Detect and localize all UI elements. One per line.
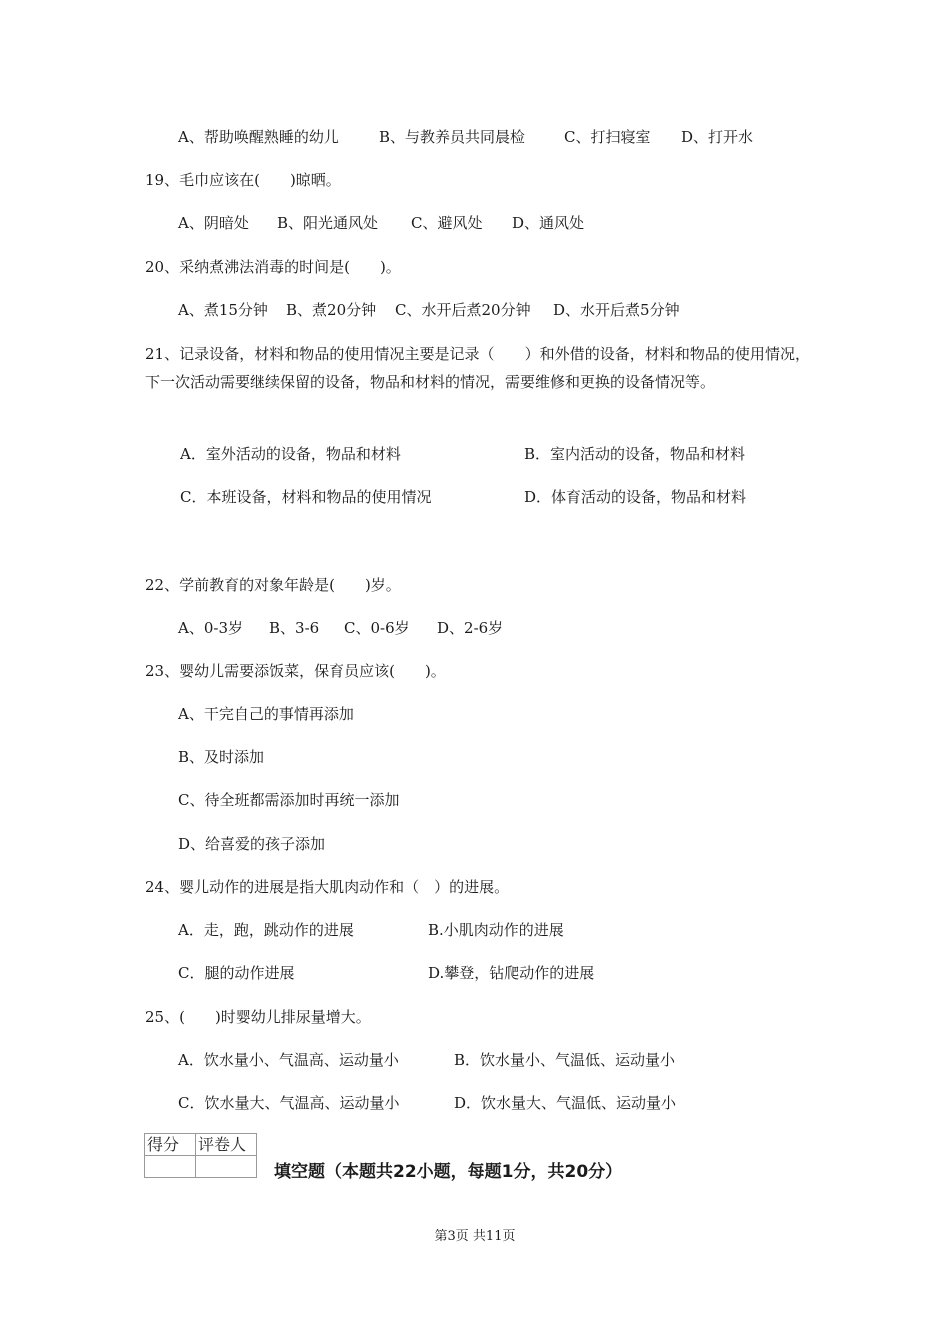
q20-options <box>178 300 680 320</box>
q20-option-a: A、煮15分钟 <box>178 301 268 319</box>
reviewer-label: 评卷人 <box>196 1134 257 1156</box>
q25-option-a: A．饮水量小、气温高、运动量小 <box>178 1051 399 1069</box>
q25-option-c: C．饮水量大、气温高、运动量小 <box>178 1094 400 1112</box>
q22-option-c: C、0-6岁 <box>344 619 410 637</box>
q23-option-b: B、及时添加 <box>178 748 265 766</box>
q20-question: 20、采纳煮沸法消毒的时间是( )。 <box>145 258 401 276</box>
q18-option-d: D、打开水 <box>681 128 754 146</box>
q18-options <box>178 127 753 147</box>
q21-option-a: A．室外活动的设备，物品和材料 <box>180 445 401 463</box>
q20-option-c: C、水开后煮20分钟 <box>395 301 531 319</box>
q22-options <box>178 618 503 638</box>
reviewer-cell <box>196 1156 257 1178</box>
q21-question: 21、记录设备，材料和物品的使用情况主要是记录（ ）和外借的设备，材料和物品的使用情况，下一次活动需要继续保留的设备，物品和材料的情况，需要维修和更换的设备情况等。 <box>145 345 810 391</box>
q21-option-b: B．室内活动的设备，物品和材料 <box>524 445 746 463</box>
q22-option-d: D、2-6岁 <box>437 619 504 637</box>
page-number: 第3页 共11页 <box>434 1229 516 1244</box>
score-label: 得分 <box>145 1134 196 1156</box>
q25-option-d: D．饮水量大、气温低、运动量小 <box>454 1094 677 1112</box>
q19-question: 19、毛巾应该在( )晾晒。 <box>145 171 341 189</box>
q20-option-d: D、水开后煮5分钟 <box>553 301 680 319</box>
score-box <box>144 1133 257 1178</box>
q18-option-c: C、打扫寝室 <box>564 128 651 146</box>
q19-option-d: D、通风处 <box>512 214 585 232</box>
q22-question: 22、学前教育的对象年龄是( )岁。 <box>145 576 401 594</box>
q25-question: 25、( )时婴幼儿排尿量增大。 <box>145 1008 371 1026</box>
q19-option-b: B、阳光通风处 <box>277 214 379 232</box>
q24-option-a: A．走，跑，跳动作的进展 <box>178 921 354 939</box>
q25-option-b: B．饮水量小、气温低、运动量小 <box>454 1051 676 1069</box>
q21-option-d: D．体育活动的设备，物品和材料 <box>524 488 747 506</box>
q23-question: 23、婴幼儿需要添饭菜，保育员应该( )。 <box>145 662 446 680</box>
q18-option-b: B、与教养员共同晨检 <box>379 128 526 146</box>
q23-option-a: A、干完自己的事情再添加 <box>178 705 354 723</box>
q24-question: 24、婴儿动作的进展是指大肌肉动作和（ ）的进展。 <box>145 878 510 896</box>
q21-option-c: C．本班设备，材料和物品的使用情况 <box>180 488 432 506</box>
q24-option-d: D.攀登，钻爬动作的进展 <box>428 964 595 982</box>
q24-option-c: C．腿的动作进展 <box>178 964 295 982</box>
q23-option-d: D、给喜爱的孩子添加 <box>178 835 326 853</box>
score-cell <box>145 1156 196 1178</box>
q22-option-a: A、0-3岁 <box>178 619 243 637</box>
q18-option-a: A、帮助唤醒熟睡的幼儿 <box>178 128 339 146</box>
q19-option-a: A、阴暗处 <box>178 214 249 232</box>
q23-option-c: C、待全班都需添加时再统一添加 <box>178 791 400 809</box>
q24-option-b: B.小肌肉动作的进展 <box>428 921 564 939</box>
q19-option-c: C、避风处 <box>411 214 483 232</box>
q19-options <box>178 213 584 233</box>
q20-option-b: B、煮20分钟 <box>286 301 377 319</box>
q22-option-b: B、3-6 <box>269 619 320 637</box>
section-title: 填空题（本题共22小题，每题1分，共20分） <box>274 1162 623 1182</box>
